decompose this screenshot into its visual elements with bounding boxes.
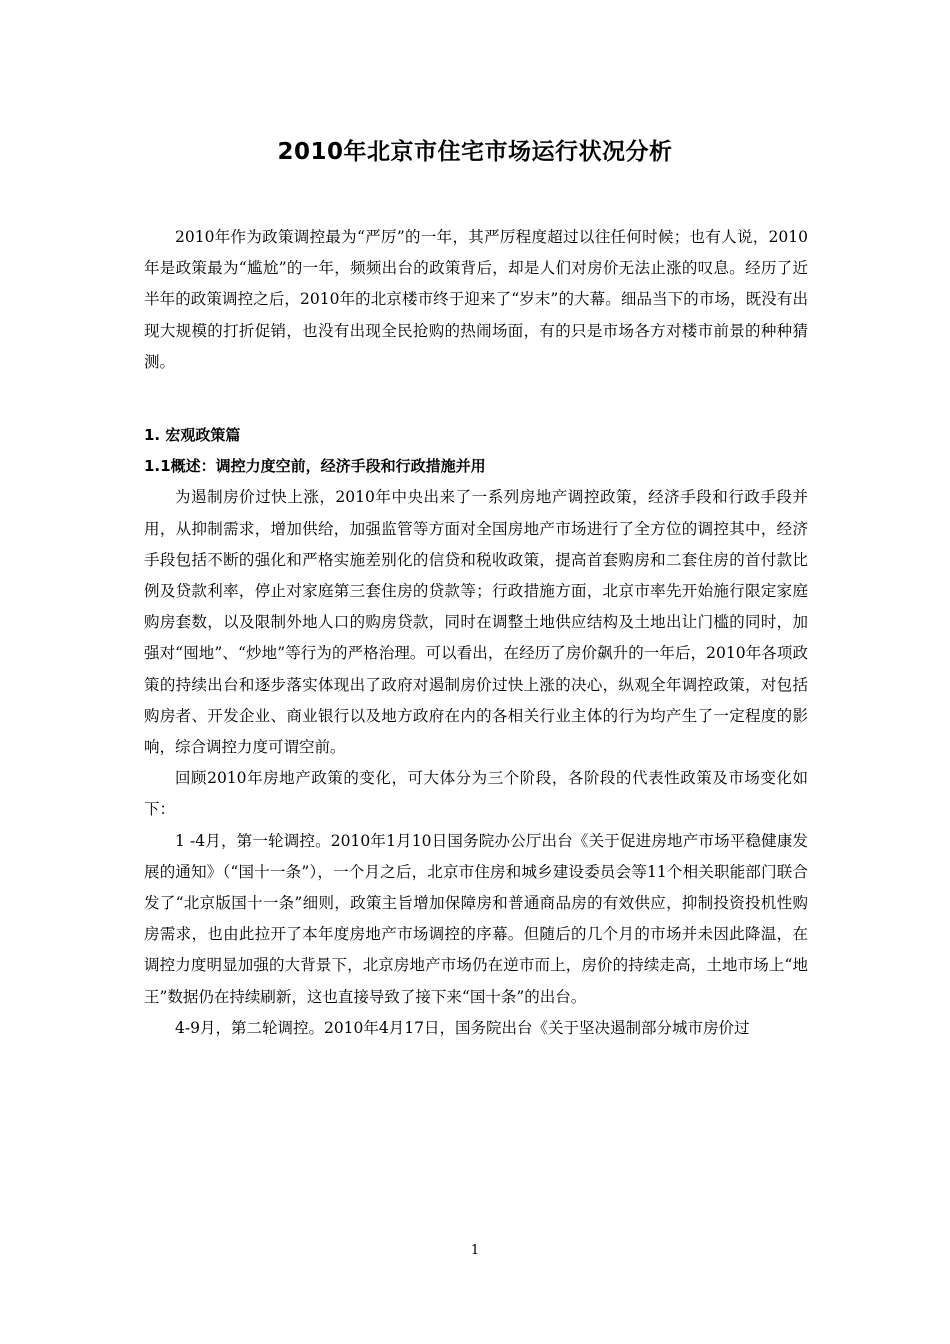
document-title: 2010年北京市住宅市场运行状况分析 <box>277 139 673 165</box>
subsection-heading: 1.1概述：调控力度空前，经济手段和行政措施并用 <box>144 457 486 476</box>
page-number: 1 <box>470 1243 480 1258</box>
section-spacer <box>144 378 808 420</box>
body-paragraph: 回顾2010年房地产政策的变化，可大体分为三个阶段，各阶段的代表性政策及市场变化如下： <box>144 769 808 819</box>
body-paragraph: 1 -4月，第一轮调控。2010年1月10日国务院办公厅出台《关于促进房地产市场平稳健康发展的通知》（“国十一条”），一个月之后，北京市住房和城乡建设委员会等11个相关职能部门联合发了“北京版国十一条”细则，政策主旨增加保障房和普通商品房的有效供应，抑制投资投机性购房需求，也由此拉开了本年度房地产市场调控的序幕。但随后的几个月的市场并未因此降温，在调控力度明显加强的大背景下，北京房地产市场仍在逆市而上，房价的持续走高，土地市场上“地王”数据仍在持续刷新，这也直接导致了接下来“国十条”的出台。 <box>144 831 808 1006</box>
document-body <box>144 222 808 1044</box>
body-paragraph: 为遏制房价过快上涨，2010年中央出来了一系列房地产调控政策，经济手段和行政手段并用，从抑制需求，增加供给，加强监管等方面对全国房地产市场进行了全方位的调控其中，经济手段包括不断的强化和严格实施差别化的信贷和税收政策，提高首套购房和二套住房的首付款比例及贷款利率，停止对家庭第三套住房的贷款等；行政措施方面，北京市率先开始施行限定家庭购房套数，以及限制外地人口的购房贷款，同时在调整土地供应结构及土地出让门槛的同时，加强对“囤地”、“炒地”等行为的严格治理。可以看出，在经历了房价飙升的一年后，2010年各项政策的持续出台和逐步落实体现出了政府对遏制房价过快上涨的决心，纵观全年调控政策，对包括购房者、开发企业、商业银行以及地方政府在内的各相关行业主体的行为均产生了一定程度的影响，综合调控力度可谓空前。 <box>144 488 808 757</box>
intro-paragraph: 2010年作为政策调控最为“严厉”的一年，其严厉程度超过以往任何时候；也有人说，2010年是政策最为“尴尬”的一年，频频出台的政策背后，却是人们对房价无法止涨的叹息。经历了近半年的政策调控之后，2010年的北京楼市终于迎来了“岁末”的大幕。细品当下的市场，既没有出现大规模的打折促销，也没有出现全民抢购的热闹场面，有的只是市场各方对楼市前景的种种猜测。 <box>144 228 808 371</box>
section-heading: 1. 宏观政策篇 <box>144 426 241 445</box>
body-paragraph: 4-9月，第二轮调控。2010年4月17日，国务院出台《关于坚决遏制部分城市房价过 <box>175 1018 750 1037</box>
